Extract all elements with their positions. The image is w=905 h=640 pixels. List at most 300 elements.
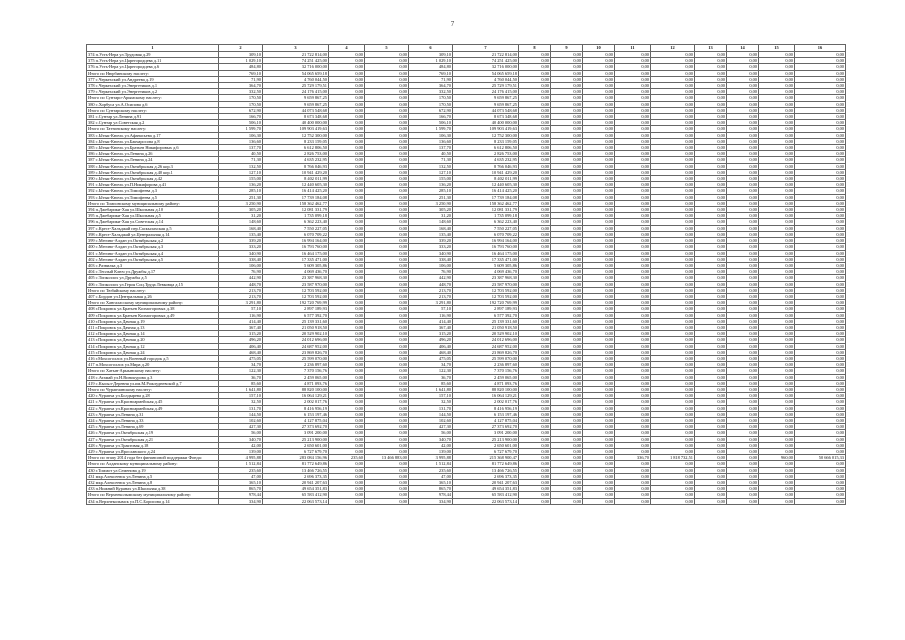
value-cell: 0,00 [329,225,365,231]
header-cell: 5 [365,45,409,52]
value-cell: 0,00 [759,368,795,374]
row-label-cell: 419 с.Кысыл-Деревня ул.им.М.Рожлудневской д.7 [87,380,219,386]
table-body [87,45,846,505]
value-cell: 0,00 [365,362,409,368]
value-cell: 0,00 [615,126,651,132]
value-cell: 0,00 [615,449,651,455]
value-cell: 0,00 [651,244,695,250]
value-cell: 0,00 [695,83,727,89]
row-label-cell: 390 с.Ытык-Кюель ул.Октябрьская д.42 [87,176,219,182]
value-cell: 0,00 [651,300,695,306]
value-cell: 0,00 [759,151,795,157]
value-cell: 0,00 [329,331,365,337]
value-cell: 0,00 [695,324,727,330]
value-cell: 0,00 [759,200,795,206]
value-cell: 0,00 [519,436,551,442]
value-cell: 0,00 [551,188,583,194]
value-cell: 0,00 [519,176,551,182]
value-cell: 0,00 [519,449,551,455]
value-cell: 0,00 [727,182,759,188]
value-cell: 0,00 [695,337,727,343]
row-label-cell: 432 мкр.Алексеевск ул.Ленина д.8 [87,480,219,486]
value-cell: 365,10 [219,480,263,486]
value-cell: 106,00 [219,262,263,268]
page-number: 7 [450,20,455,28]
value-cell: 0,00 [651,250,695,256]
value-cell: 0,00 [759,436,795,442]
value-cell: 0,00 [583,52,615,58]
value-cell: 0,00 [795,417,846,423]
value-cell: 0,00 [365,114,409,120]
value-cell: 0,00 [519,467,551,473]
value-cell: 0,00 [727,492,759,498]
value-cell: 0,00 [695,411,727,417]
value-cell: 71,30 [219,157,263,163]
value-cell: 0,00 [651,114,695,120]
value-cell: 22 063 573,14 [453,498,519,504]
value-cell: 71,30 [409,157,453,163]
value-cell: 0,00 [727,225,759,231]
value-cell: 0,00 [727,480,759,486]
row-label-cell: 403 с.Развилка д.3 [87,262,219,268]
value-cell: 27 373 692,70 [263,424,329,430]
value-cell: 0,00 [759,126,795,132]
value-cell: 0,00 [651,213,695,219]
value-cell: 2 459 065,00 [263,374,329,380]
value-cell: 0,00 [551,498,583,504]
value-cell: 0,00 [727,213,759,219]
value-cell: 0,00 [583,424,615,430]
value-cell: 0,00 [329,194,365,200]
value-cell: 0,00 [551,405,583,411]
value-cell: 0,00 [583,455,615,461]
value-cell: 158 362 462,77 [263,200,329,206]
value-cell: 88 820 100,00 [263,386,329,392]
value-cell: 3 091 200,00 [263,430,329,436]
value-cell: 0,00 [551,213,583,219]
value-cell: 0,00 [615,355,651,361]
value-cell: 0,00 [695,424,727,430]
value-cell: 31,20 [219,213,263,219]
value-cell: 865,70 [219,486,263,492]
value-cell: 5 609 305,86 [453,262,519,268]
value-cell: 235,60 [329,455,365,461]
value-cell: 0,00 [759,256,795,262]
value-cell: 0,00 [727,176,759,182]
value-cell: 0,00 [519,107,551,113]
row-label-cell: 389 с.Ытык-Кюель ул.Октябрьская д.40 кор.1 [87,169,219,175]
value-cell: 0,00 [365,231,409,237]
value-cell: 0,00 [795,312,846,318]
value-cell: 0,00 [727,349,759,355]
value-cell: 17 335 471,00 [263,256,329,262]
value-cell: 0,00 [583,393,615,399]
value-cell: 0,00 [615,486,651,492]
value-cell: 122,30 [409,368,453,374]
value-cell: 158 362 462,77 [453,200,519,206]
value-cell: 0,00 [365,132,409,138]
value-cell: 0,00 [759,492,795,498]
value-cell: 0,00 [329,58,365,64]
value-cell: 0,00 [615,194,651,200]
value-cell: 427,30 [409,424,453,430]
value-cell: 0,00 [695,380,727,386]
value-cell: 0,00 [695,287,727,293]
value-cell: 0,00 [759,399,795,405]
row-label-cell: 388 с.Ытык-Кюель ул.Октябрьская д.26 кор.3 [87,163,219,169]
value-cell: 0,00 [695,52,727,58]
value-cell: 0,00 [365,436,409,442]
value-cell: 132,50 [219,163,263,169]
value-cell: 0,00 [329,467,365,473]
value-cell: 0,00 [583,157,615,163]
value-cell: 0,00 [615,393,651,399]
value-cell: 0,00 [519,430,551,436]
value-cell: 406,40 [219,343,263,349]
row-label-cell: 386 с.Ытык-Кюель ул.Ленина д.26 [87,151,219,157]
value-cell: 0,00 [583,145,615,151]
value-cell: 0,00 [727,70,759,76]
value-cell: 0,00 [795,262,846,268]
value-cell: 0,00 [727,461,759,467]
value-cell: 0,00 [365,176,409,182]
row-label-cell: 401 с.Мегино-Алдан ул.Октябрьская д.4 [87,250,219,256]
value-cell: 0,00 [759,207,795,213]
value-cell: 0,00 [651,411,695,417]
value-cell: 137,70 [219,145,263,151]
value-cell: 0,00 [551,70,583,76]
value-cell: 0,00 [795,368,846,374]
value-cell: 0,00 [727,281,759,287]
value-cell: 468,40 [219,349,263,355]
value-cell: 0,00 [695,107,727,113]
value-cell: 0,00 [551,461,583,467]
value-cell: 16 793 760,00 [263,244,329,250]
value-cell: 1 512,84 [409,461,453,467]
value-cell: 0,00 [795,151,846,157]
value-cell: 0,00 [551,312,583,318]
value-cell: 0,00 [519,473,551,479]
value-cell: 27 373 692,70 [453,424,519,430]
value-cell: 0,00 [727,324,759,330]
value-cell: 0,00 [519,52,551,58]
value-cell: 0,00 [365,95,409,101]
row-label-cell: 429 с.Чурапча ул.Ярославского д.24 [87,449,219,455]
header-cell: 12 [651,45,695,52]
value-cell: 44 073 548,68 [453,107,519,113]
value-cell: 0,00 [727,405,759,411]
value-cell: 116,90 [219,312,263,318]
value-cell: 475,05 [219,355,263,361]
value-cell: 0,00 [329,269,365,275]
value-cell: 0,00 [365,219,409,225]
value-cell: 0,00 [795,355,846,361]
value-cell: 0,00 [365,262,409,268]
value-cell: 0,00 [365,449,409,455]
value-cell: 0,00 [727,169,759,175]
value-cell: 0,00 [695,194,727,200]
value-cell: 0,00 [727,107,759,113]
value-cell: 21 050 918,50 [263,324,329,330]
row-label-cell: 381 с.Сунтар ул.Ленина д.91 [87,114,219,120]
value-cell: 0,00 [651,95,695,101]
value-cell: 0,00 [365,424,409,430]
value-cell: 40,50 [219,151,263,157]
value-cell: 2 826 753,00 [263,151,329,157]
value-cell: 139,00 [219,449,263,455]
value-cell: 16 464 175,00 [263,250,329,256]
value-cell: 0,00 [583,101,615,107]
value-cell: 0,00 [329,244,365,250]
value-cell: 0,00 [615,250,651,256]
value-cell: 506,10 [409,120,453,126]
value-cell: 496,20 [409,337,453,343]
value-cell: 0,00 [551,231,583,237]
value-cell: 0,00 [329,52,365,58]
value-cell: 0,00 [583,256,615,262]
value-cell: 0,00 [551,480,583,486]
value-cell: 23 587 970,00 [263,281,329,287]
value-cell: 0,00 [651,58,695,64]
value-cell: 12 440 605,30 [453,182,519,188]
value-cell: 21 722 814,00 [263,52,329,58]
value-cell: 0,00 [583,262,615,268]
value-cell: 0,00 [519,368,551,374]
value-cell: 0,00 [651,151,695,157]
value-cell: 170,50 [219,95,263,101]
value-cell: 127,10 [409,169,453,175]
value-cell: 365,10 [409,480,453,486]
value-cell: 76,90 [409,269,453,275]
value-cell: 144,50 [409,411,453,417]
value-cell: 0,00 [795,250,846,256]
value-cell: 315,20 [219,331,263,337]
value-cell: 0,00 [651,430,695,436]
value-cell: 88 820 100,00 [453,386,519,392]
row-label-cell: 418 с.Атамай ул.Н.Винокурова д.3 [87,374,219,380]
value-cell: 36,70 [219,374,263,380]
value-cell: 0,00 [727,306,759,312]
value-cell: 0,00 [329,188,365,194]
value-cell: 0,00 [759,138,795,144]
value-cell: 0,00 [519,194,551,200]
row-label-cell: Итого по Томпонскому муниципальному району: [87,200,219,206]
value-cell: 0,00 [519,132,551,138]
value-cell: 0,00 [615,120,651,126]
value-cell: 0,00 [759,374,795,380]
value-cell: 0,00 [583,405,615,411]
value-cell: 0,00 [615,293,651,299]
value-cell: 0,00 [727,157,759,163]
value-cell: 0,00 [329,293,365,299]
value-cell: 0,00 [651,436,695,442]
value-cell: 0,00 [365,287,409,293]
value-cell: 332,50 [219,89,263,95]
value-cell: 2 650 601,00 [263,442,329,448]
value-cell: 65 583 412,90 [263,492,329,498]
value-cell: 0,00 [651,349,695,355]
value-cell: 0,00 [795,182,846,188]
value-cell: 0,00 [759,244,795,250]
value-cell: 0,00 [727,498,759,504]
value-cell: 0,00 [651,157,695,163]
value-cell: 0,00 [519,157,551,163]
value-cell: 0,00 [365,337,409,343]
header-cell: 3 [263,45,329,52]
value-cell: 54 065 659,18 [453,70,519,76]
value-cell: 0,00 [519,424,551,430]
value-cell: 6 070 709,22 [453,231,519,237]
value-cell: 0,00 [651,219,695,225]
value-cell: 0,00 [583,95,615,101]
value-cell: 0,00 [651,89,695,95]
value-cell: 0,00 [727,114,759,120]
value-cell: 0,00 [519,213,551,219]
value-cell: 475,05 [409,355,453,361]
value-cell: 106,30 [409,132,453,138]
header-cell: 2 [219,45,263,52]
value-cell: 2 696 373,35 [453,473,519,479]
row-label-cell: 413 г.Покровск ул.Дачная д.20 [87,337,219,343]
row-label-cell: 397 с.Крест-Хальджай пер.Саскылахская д.5 [87,225,219,231]
value-cell: 0,00 [519,355,551,361]
row-label-cell: 383 с.Ытык-Кюель ул.Афанасьева д.17 [87,132,219,138]
value-cell: 0,00 [329,169,365,175]
value-cell: 0,00 [519,455,551,461]
value-cell: 0,00 [651,399,695,405]
value-cell: 0,00 [583,70,615,76]
value-cell: 0,00 [695,318,727,324]
value-cell: 0,00 [365,64,409,70]
value-cell: 0,00 [695,76,727,82]
value-cell: 0,00 [727,399,759,405]
row-label-cell: 377 с.Черкехский ул.Андреева д.19 [87,76,219,82]
value-cell: 0,00 [795,461,846,467]
row-label-cell: Итого по Верхнеколымскому муниципальному району: [87,492,219,498]
value-cell: 0,00 [615,244,651,250]
value-cell: 340,90 [409,250,453,256]
row-label-cell: 424 с.Чурапча ул.Ленина д.33 [87,417,219,423]
value-cell: 0,00 [695,182,727,188]
header-cell: 1 [87,45,219,52]
value-cell: 0,00 [695,399,727,405]
value-cell: 0,00 [615,331,651,337]
value-cell: 0,00 [695,300,727,306]
value-cell: 0,00 [329,219,365,225]
value-cell: 148,60 [219,219,263,225]
value-cell: 0,00 [727,368,759,374]
value-cell: 0,00 [551,114,583,120]
value-cell: 20 529 902,10 [453,331,519,337]
value-cell: 0,00 [365,250,409,256]
value-cell: 0,00 [365,312,409,318]
header-cell: 7 [453,45,519,52]
value-cell: 0,00 [551,324,583,330]
row-label-cell: 423 с.Чурапча ул.Ленина д.31 [87,411,219,417]
value-cell: 0,00 [727,120,759,126]
value-cell: 213,70 [219,293,263,299]
value-cell: 0,00 [551,362,583,368]
value-cell: 0,00 [329,436,365,442]
value-cell: 0,00 [583,64,615,70]
value-cell: 0,00 [615,480,651,486]
value-cell: 0,00 [759,449,795,455]
row-label-cell: 385 с.Ытык-Кюель ул.Братьев Никифоровых д.6 [87,145,219,151]
value-cell: 0,00 [795,480,846,486]
value-cell: 0,00 [519,238,551,244]
value-cell: 0,00 [795,101,846,107]
value-cell: 0,00 [795,362,846,368]
value-cell: 2 002 017,76 [263,399,329,405]
value-cell: 0,00 [365,89,409,95]
value-cell: 0,00 [583,231,615,237]
value-cell: 0,00 [583,399,615,405]
value-cell: 23 387 968,30 [263,275,329,281]
value-cell: 0,00 [583,169,615,175]
value-cell: 0,00 [615,300,651,306]
value-cell: 0,00 [759,145,795,151]
value-cell: 0,00 [695,405,727,411]
value-cell: 0,00 [795,194,846,200]
value-cell: 0,00 [329,157,365,163]
value-cell: 0,00 [759,219,795,225]
value-cell: 0,00 [651,275,695,281]
value-cell: 0,00 [519,374,551,380]
value-cell: 0,00 [695,467,727,473]
value-cell: 0,00 [329,486,365,492]
value-cell: 10 941 429,20 [263,169,329,175]
value-cell: 0,00 [551,238,583,244]
row-label-cell: Итого по Хангаласскому муниципальному району: [87,300,219,306]
value-cell: 0,00 [551,83,583,89]
value-cell: 8 233 159,05 [263,138,329,144]
value-cell: 0,00 [695,163,727,169]
value-cell: 16 414 425,20 [263,188,329,194]
value-cell: 0,00 [651,70,695,76]
row-label-cell: Итого по Таттинскому наслегу: [87,126,219,132]
value-cell: 0,00 [551,287,583,293]
value-cell: 0,00 [727,436,759,442]
row-label-cell: Итого по этапу 2014 года без финансовой поддержки Фонда: [87,455,219,461]
value-cell: 468,40 [409,349,453,355]
value-cell: 20 529 902,10 [263,331,329,337]
value-cell: 10 941 429,20 [453,169,519,175]
row-label-cell: 415 г.Покровск ул.Дачная д.24 [87,349,219,355]
value-cell: 0,00 [615,411,651,417]
value-cell: 0,00 [795,349,846,355]
value-cell: 0,00 [583,467,615,473]
value-cell: 0,00 [727,312,759,318]
value-cell: 0,00 [795,95,846,101]
value-cell: 0,00 [651,225,695,231]
value-cell: 0,00 [651,318,695,324]
value-cell: 42,00 [219,442,263,448]
value-cell: 0,00 [759,349,795,355]
value-cell: 0,00 [519,300,551,306]
header-cell: 10 [583,45,615,52]
value-cell: 0,00 [551,300,583,306]
header-row [87,45,846,52]
value-cell: 13 466 726,55 [263,467,329,473]
value-cell: 0,00 [651,194,695,200]
value-cell: 0,00 [551,219,583,225]
value-cell: 106,00 [409,262,453,268]
value-cell: 0,00 [795,132,846,138]
value-cell: 4 635 232,95 [263,157,329,163]
value-cell: 0,00 [615,145,651,151]
value-cell: 0,00 [615,269,651,275]
value-cell: 13 466 883,00 [365,455,409,461]
